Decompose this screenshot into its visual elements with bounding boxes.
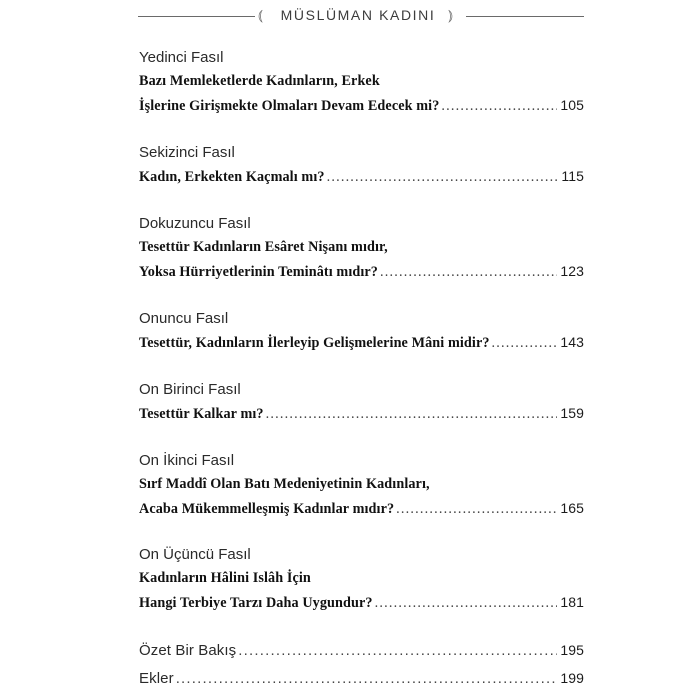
entry-title-leader xyxy=(139,330,584,354)
header-rule-left xyxy=(138,16,255,17)
chapter-label: On Birinci Fasıl xyxy=(139,381,241,398)
ornament-left-icon: ⦅ xyxy=(258,8,263,24)
toc-entry-yedinci[interactable] xyxy=(139,47,584,117)
entry-title-leader xyxy=(139,590,584,614)
dot-leader xyxy=(492,331,558,354)
page-number: 159 xyxy=(560,405,584,421)
toc-entry-dokuzuncu[interactable] xyxy=(139,213,584,283)
entry-title-line: Kadınların Hâlini Islâh İçin xyxy=(139,570,311,586)
dot-leader xyxy=(238,638,557,663)
entry-title-line: Bazı Memleketlerde Kadınların, Erkek xyxy=(139,73,380,89)
chapter-label: Sekizinci Fasıl xyxy=(139,144,235,161)
chapter-label: On İkinci Fasıl xyxy=(139,452,235,469)
page-number: 115 xyxy=(561,168,584,184)
entry-title-line: Tesettür Kadınların Esâret Nişanı mıdır, xyxy=(139,239,388,255)
page-number: 143 xyxy=(560,334,584,350)
page-number: 123 xyxy=(560,263,584,279)
chapter-label: On Üçüncü Fasıl xyxy=(139,546,251,563)
toc-entry-on-ucuncu[interactable] xyxy=(139,544,584,614)
chapter-label: Onuncu Fasıl xyxy=(139,310,229,327)
entry-title-last-line: Kadın, Erkekten Kaçmalı mı? xyxy=(139,169,325,185)
entry-title-leader xyxy=(139,93,584,117)
entry-title: Ekler xyxy=(139,670,174,687)
entry-title-leader xyxy=(139,164,584,188)
toc-entry-sekizinci[interactable] xyxy=(139,142,584,188)
entry-title-leader xyxy=(139,259,584,283)
entry-title-line: Sırf Maddî Olan Batı Medeniyetinin Kadınları, xyxy=(139,476,430,492)
chapter-label: Dokuzuncu Fasıl xyxy=(139,215,251,232)
ornament-right-icon: ⦆ xyxy=(448,8,453,24)
dot-leader xyxy=(441,94,557,117)
toc-entry-onuncu[interactable] xyxy=(139,308,584,354)
dot-leader xyxy=(380,260,557,283)
entry-title-last-line: Hangi Terbiye Tarzı Daha Uygundur? xyxy=(139,595,373,611)
toc-entry-on-ikinci[interactable] xyxy=(139,450,584,520)
dot-leader xyxy=(266,402,558,425)
page-number: 199 xyxy=(560,670,584,686)
chapter-label: Yedinci Fasıl xyxy=(139,49,224,66)
entry-title-leader xyxy=(139,496,584,520)
running-title: MÜSLÜMAN KADINI xyxy=(280,7,436,23)
entry-title-last-line: İşlerine Girişmekte Olmaları Devam Edecek mi? xyxy=(139,98,440,114)
entry-title-last-line: Tesettür, Kadınların İlerleyip Gelişmelerine Mâni midir? xyxy=(139,335,490,351)
entry-title-leader xyxy=(139,665,584,691)
toc-entry-ozet[interactable] xyxy=(139,637,584,663)
running-header xyxy=(0,6,700,28)
dot-leader xyxy=(375,591,558,614)
dot-leader xyxy=(176,666,558,691)
entry-title-leader xyxy=(139,401,584,425)
entry-title-last-line: Tesettür Kalkar mı? xyxy=(139,406,264,422)
toc-entry-ekler[interactable] xyxy=(139,665,584,691)
entry-title: Özet Bir Bakış xyxy=(139,642,237,659)
header-rule-right xyxy=(466,16,584,17)
toc-entry-on-birinci[interactable] xyxy=(139,379,584,425)
entry-title-last-line: Acaba Mükemmelleşmiş Kadınlar mıdır? xyxy=(139,501,395,517)
page-number: 105 xyxy=(560,97,584,113)
dot-leader xyxy=(396,497,557,520)
dot-leader xyxy=(327,165,559,188)
entry-title-leader xyxy=(139,637,584,663)
entry-title-last-line: Yoksa Hürriyetlerinin Teminâtı mıdır? xyxy=(139,264,378,280)
page-number: 181 xyxy=(560,594,584,610)
page-number: 195 xyxy=(560,642,584,658)
page-number: 165 xyxy=(560,500,584,516)
